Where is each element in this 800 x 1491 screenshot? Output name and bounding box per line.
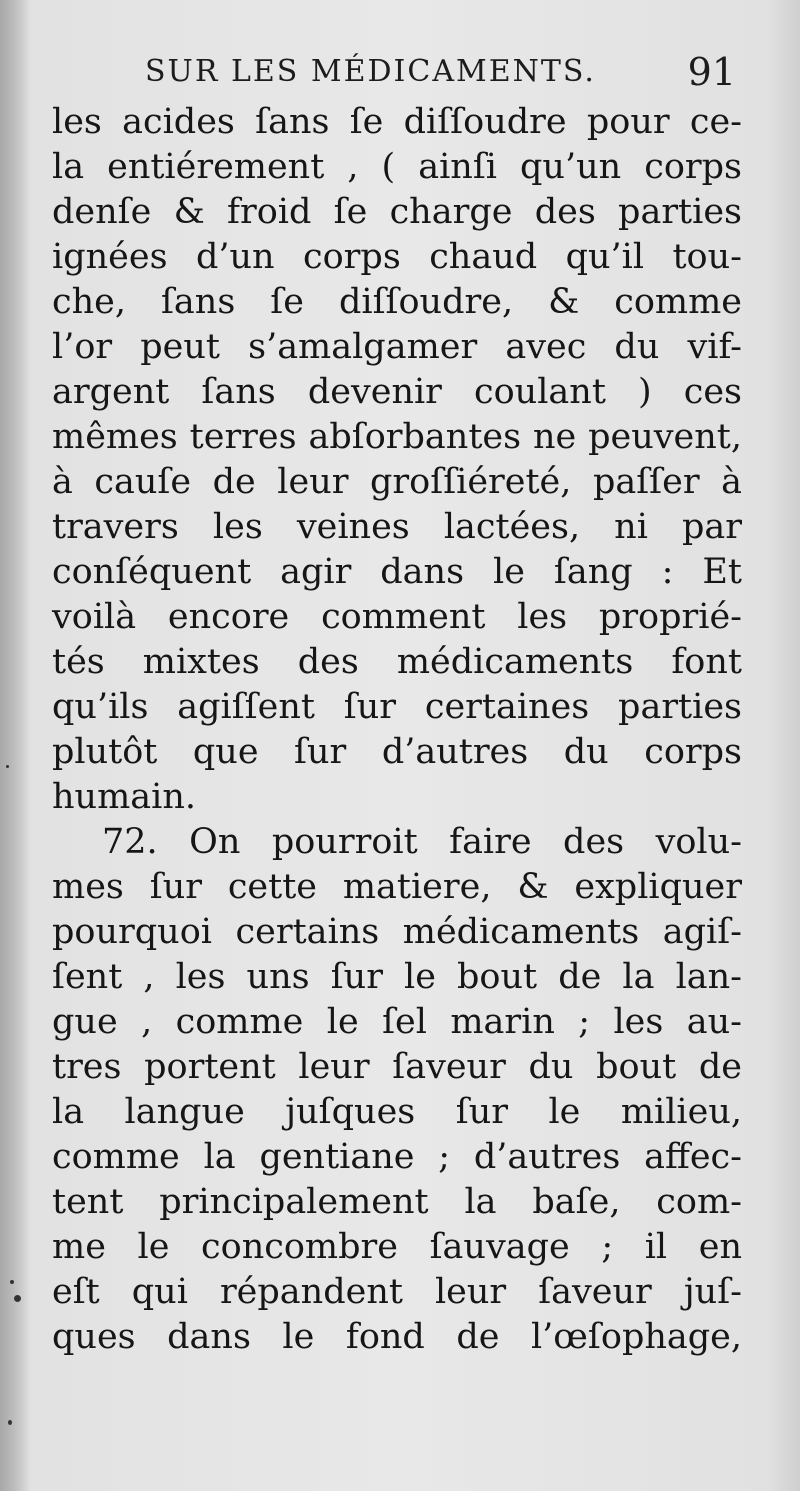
text-line: mêmes terres abſorbantes ne peuvent,: [52, 417, 742, 457]
text-line: voilà encore comment les proprié-: [52, 597, 742, 637]
text-line: comme la gentiane ; d’autres affec-: [52, 1137, 742, 1177]
ink-speck: [6, 765, 9, 768]
running-title: SUR LES MÉDICAMENTS.: [145, 54, 596, 89]
text-line: qu’ils agiſſent ſur certaines parties: [52, 687, 742, 727]
text-line: che, ſans ſe diſſoudre, & comme: [52, 282, 742, 322]
page-number: 91: [687, 50, 736, 94]
text-line: denſe & froid ſe charge des parties: [52, 192, 742, 232]
text-line: la entiérement , ( ainſi qu’un corps: [52, 147, 742, 187]
text-line: ques dans le fond de l’œſophage,: [52, 1317, 742, 1357]
text-line: argent ſans devenir coulant ) ces: [52, 372, 742, 412]
text-line: pourquoi certains médicaments agiſ-: [52, 912, 742, 952]
text-line: me le concombre ſauvage ; il en: [52, 1227, 742, 1267]
text-line: travers les veines lactées, ni par: [52, 507, 742, 547]
text-line: eſt qui répandent leur ſaveur juſ-: [52, 1272, 742, 1312]
text-line: mes ſur cette matiere, & expliquer: [52, 867, 742, 907]
paragraph-start-line: 72. On pourroit faire des volu-: [102, 822, 742, 862]
text-line: tés mixtes des médicaments font: [52, 642, 742, 682]
text-line: ignées d’un corps chaud qu’il tou-: [52, 237, 742, 277]
text-line: l’or peut s’amalgamer avec du vif-: [52, 327, 742, 367]
text-line: tent principalement la baſe, com-: [52, 1182, 742, 1222]
body-text: [52, 100, 742, 1360]
ink-speck: [14, 1295, 21, 1302]
text-line: plutôt que ſur d’autres du corps: [52, 732, 742, 772]
text-line: tres portent leur ſaveur du bout de: [52, 1047, 742, 1087]
text-line: la langue juſques ſur le milieu,: [52, 1092, 742, 1132]
text-line: les acides ſans ſe diſſoudre pour ce-: [52, 102, 742, 142]
text-line: gue , comme le ſel marin ; les au-: [52, 1002, 742, 1042]
text-line: à cauſe de leur groſſiéreté, paſſer à: [52, 462, 742, 502]
text-line: humain.: [52, 777, 196, 817]
page-header: [60, 50, 740, 100]
text-line: conſéquent agir dans le ſang : Et: [52, 552, 742, 592]
text-line: ſent , les uns ſur le bout de la lan-: [52, 957, 742, 997]
ink-speck: [8, 1420, 12, 1425]
ink-speck: [10, 1280, 14, 1284]
